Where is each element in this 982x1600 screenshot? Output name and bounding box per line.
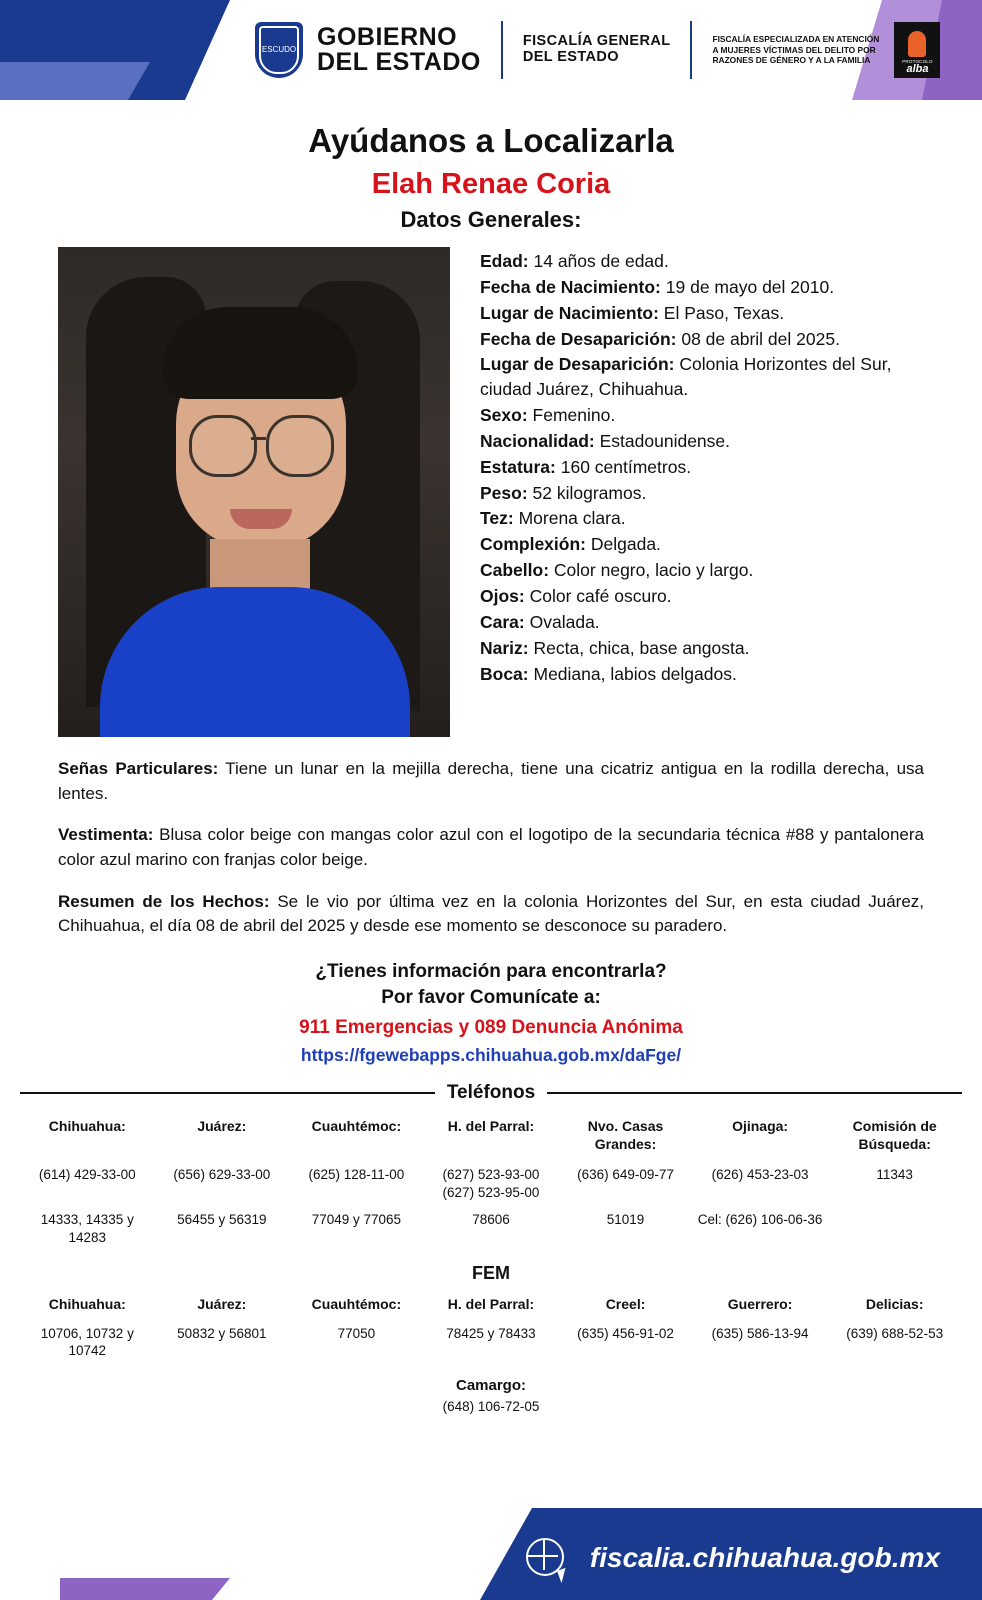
phones-cell: (626) 453-23-03 [711, 1167, 809, 1183]
phones-rule-left [20, 1092, 435, 1094]
fem-header-cell: Delicias: [865, 1296, 924, 1313]
detail-row [480, 403, 924, 428]
fem-cell: (639) 688-52-53 [846, 1325, 944, 1341]
alba-figure-icon [908, 31, 926, 57]
detail-label: Complexión: [480, 534, 586, 555]
detail-row [480, 506, 924, 531]
fem-header-cell: H. del Parral: [447, 1296, 535, 1313]
detail-label: Peso: [480, 482, 528, 503]
detail-row [480, 301, 924, 326]
detail-row [480, 352, 924, 402]
description-paragraphs [58, 757, 924, 939]
phones-cell: (614) 429-33-00 [38, 1167, 136, 1183]
phones-cell [827, 1206, 962, 1251]
phones-cell: 14333, 14335 y 14283 [40, 1212, 134, 1245]
phones-header-cell: Juárez: [197, 1117, 247, 1134]
fiscalia-line-2: DEL ESTADO [522, 49, 619, 65]
detail-row [480, 532, 924, 557]
fem-section-title: FEM [472, 1263, 510, 1284]
missing-person-name: Elah Renae Coria [371, 168, 611, 200]
paragraph-label: Señas Particulares: [58, 759, 219, 778]
phones-cell: 78606 [472, 1212, 510, 1228]
detail-label: Cara: [480, 611, 525, 632]
detail-label: Ojos: [480, 585, 525, 606]
paragraph-text: Se le vio por última vez en la colonia Horizontes del Sur, en esta ciudad Juárez, Chihuahua, el día 08 de abril del 2025 y desde ese momento se desconoce su paradero. [58, 891, 925, 936]
photo-glasses-bridge [251, 437, 266, 440]
detail-row [480, 662, 924, 687]
table-row [20, 1320, 962, 1365]
detail-value: Color café oscuro. [529, 585, 672, 606]
detail-row [480, 636, 924, 661]
contact-please: Por favor Comunícate a: [381, 986, 601, 1008]
paragraph-label: Resumen de los Hechos: [58, 891, 270, 911]
camargo-block [0, 1377, 982, 1414]
detail-label: Nacionalidad: [480, 430, 595, 451]
detail-value: El Paso, Texas. [663, 302, 785, 323]
header-divider-1 [501, 21, 503, 79]
paragraph-label: Vestimenta: [58, 825, 154, 845]
general-data-list [480, 247, 924, 737]
shield-inner: ESCUDO [259, 26, 299, 74]
detail-value: Femenino. [532, 405, 616, 426]
detail-row [480, 481, 924, 506]
detail-label: Lugar de Desaparición: [480, 354, 675, 375]
page-title: Ayúdanos a Localizarla [308, 122, 674, 159]
phones-section-title: Teléfonos [446, 1081, 536, 1103]
footer-website[interactable]: fiscalia.chihuahua.gob.mx [589, 1542, 940, 1573]
fem-cell: 50832 y 56801 [177, 1325, 267, 1341]
fem-header-cell: Creel: [605, 1296, 646, 1313]
fem-cell: (635) 456-91-02 [577, 1325, 674, 1341]
fem-cell: 77050 [337, 1325, 376, 1341]
missing-person-photo [58, 247, 450, 737]
phones-cell: (625) 128-11-00 [308, 1167, 405, 1183]
phones-cell: Cel: (626) 106-06-36 [697, 1212, 823, 1228]
footer-purple-band [60, 1578, 230, 1600]
detail-value: Delgada. [590, 534, 661, 555]
header-divider-2 [690, 21, 692, 79]
phones-cell: 11343 [876, 1167, 913, 1183]
detail-value: Ovalada. [529, 611, 600, 632]
detail-row [480, 455, 924, 480]
photo-glasses-right [266, 415, 334, 477]
detail-label: Cabello: [480, 560, 550, 581]
detail-label: Estatura: [480, 456, 556, 477]
report-url-link[interactable]: https://fgewebapps.chihuahua.gob.mx/daFge/ [300, 1044, 682, 1065]
fiscalia-line-1: FISCALÍA GENERAL [522, 33, 671, 50]
alba-protocol-logo [894, 22, 940, 78]
fem-header-cell: Juárez: [197, 1296, 247, 1313]
phones-header-cell: Comisión de Búsqueda: [852, 1117, 937, 1153]
detail-label: Lugar de Nacimiento: [480, 302, 659, 323]
phones-cell: (656) 629-33-00 [173, 1167, 271, 1183]
detail-value: Estadounidense. [599, 430, 731, 451]
fem-phones-table [20, 1290, 962, 1364]
photo-bangs [162, 307, 358, 399]
fem-header-cell: Chihuahua: [48, 1296, 126, 1313]
table-row [20, 1206, 962, 1251]
phones-cell: 51019 [606, 1212, 645, 1228]
table-row [20, 1112, 962, 1161]
detail-label: Fecha de Nacimiento: [480, 276, 661, 297]
contact-question: ¿Tienes información para encontrarla? [315, 960, 667, 982]
fiscalia-wordmark [523, 34, 671, 66]
detail-label: Tez: [480, 508, 514, 529]
phones-header-cell: Chihuahua: [48, 1117, 126, 1134]
page-footer [0, 1508, 982, 1600]
detail-value: 52 kilogramos. [532, 482, 647, 503]
phones-header-cell: Cuauhtémoc: [311, 1117, 402, 1134]
alba-small-text: PROTOCOLO [902, 59, 933, 64]
main-content [58, 247, 924, 737]
detail-label: Fecha de Desaparición: [480, 328, 677, 349]
fem-description: FISCALÍA ESPECIALIZADA EN ATENCIÓN A MUJERES VÍCTIMAS DEL DELITO POR RAZONES DE GÉNERO Y A LA FAMILIA [712, 34, 880, 66]
paragraph-text: Tiene un lunar en la mejilla derecha, tiene una cicatriz antigua en la rodilla derecha, usa lentes. [58, 759, 924, 803]
detail-label: Edad: [480, 251, 529, 271]
paragraph-resumen-hechos [58, 890, 924, 939]
alba-wordmark: alba [906, 63, 929, 75]
detail-label: Sexo: [480, 405, 528, 426]
detail-row [480, 610, 924, 635]
phones-cell: 77049 y 77065 [311, 1212, 402, 1228]
fem-header-cell: Guerrero: [727, 1296, 793, 1313]
emergency-numbers: 911 Emergencias y 089 Denuncia Anónima [299, 1016, 683, 1038]
government-wordmark [317, 22, 481, 76]
phones-header-cell: Nvo. Casas Grandes: [587, 1117, 664, 1153]
detail-row [480, 429, 924, 454]
detail-value: Mediana, labios delgados. [533, 663, 737, 684]
phones-table [20, 1112, 962, 1252]
paragraph-senas-particulares [58, 757, 924, 806]
detail-row [480, 584, 924, 609]
phones-header-cell: H. del Parral: [447, 1117, 535, 1134]
fem-header-cell: Cuauhtémoc: [311, 1296, 402, 1313]
general-data-subtitle: Datos Generales: [400, 207, 582, 232]
camargo-phone: (648) 106-72-05 [442, 1398, 540, 1414]
detail-value: 19 de mayo del 2010. [665, 276, 835, 297]
government-line-2: DEL ESTADO [317, 48, 481, 76]
detail-row [480, 275, 924, 300]
paragraph-text: Blusa color beige con mangas color azul con el logotipo de la secundaria técnica #88 y pantalonera color azul marino con franjas color beige. [58, 825, 924, 869]
phones-cell: (636) 649-09-77 [577, 1167, 674, 1183]
detail-value: Morena clara. [518, 508, 626, 529]
state-shield-icon [255, 22, 303, 78]
detail-value: Color negro, lacio y largo. [553, 560, 754, 581]
detail-value: 160 centímetros. [560, 456, 692, 477]
paragraph-vestimenta [58, 823, 924, 872]
detail-value: Recta, chica, base angosta. [533, 637, 750, 658]
detail-label: Boca: [480, 663, 529, 684]
phones-cell: 56455 y 56319 [177, 1212, 267, 1228]
photo-glasses-left [189, 415, 257, 477]
table-row [20, 1290, 962, 1319]
phones-header-cell: Ojinaga: [732, 1117, 789, 1134]
page-header [0, 0, 982, 100]
detail-row [480, 558, 924, 583]
contact-block [0, 961, 982, 1066]
table-row [20, 1161, 962, 1206]
detail-value: 08 de abril del 2025. [681, 328, 840, 349]
camargo-label: Camargo: [455, 1376, 526, 1394]
detail-row [480, 249, 924, 274]
detail-value: Colonia Horizontes del Sur, ciudad Juárez, Chihuahua. [480, 354, 892, 400]
phones-rule-right [547, 1092, 962, 1094]
government-line-1: GOBIERNO [317, 22, 458, 51]
detail-row [480, 327, 924, 352]
fem-cell: 10706, 10732 y 10742 [40, 1325, 134, 1359]
phones-section-header [20, 1082, 962, 1104]
header-left-band-secondary [0, 62, 150, 100]
header-logos [255, 0, 940, 100]
detail-value: 14 años de edad. [533, 251, 669, 271]
phones-cell: (627) 523-93-00 (627) 523-95-00 [442, 1167, 540, 1200]
detail-label: Nariz: [480, 637, 529, 658]
fem-cell: 78425 y 78433 [446, 1325, 536, 1341]
fem-cell: (635) 586-13-94 [711, 1325, 809, 1341]
